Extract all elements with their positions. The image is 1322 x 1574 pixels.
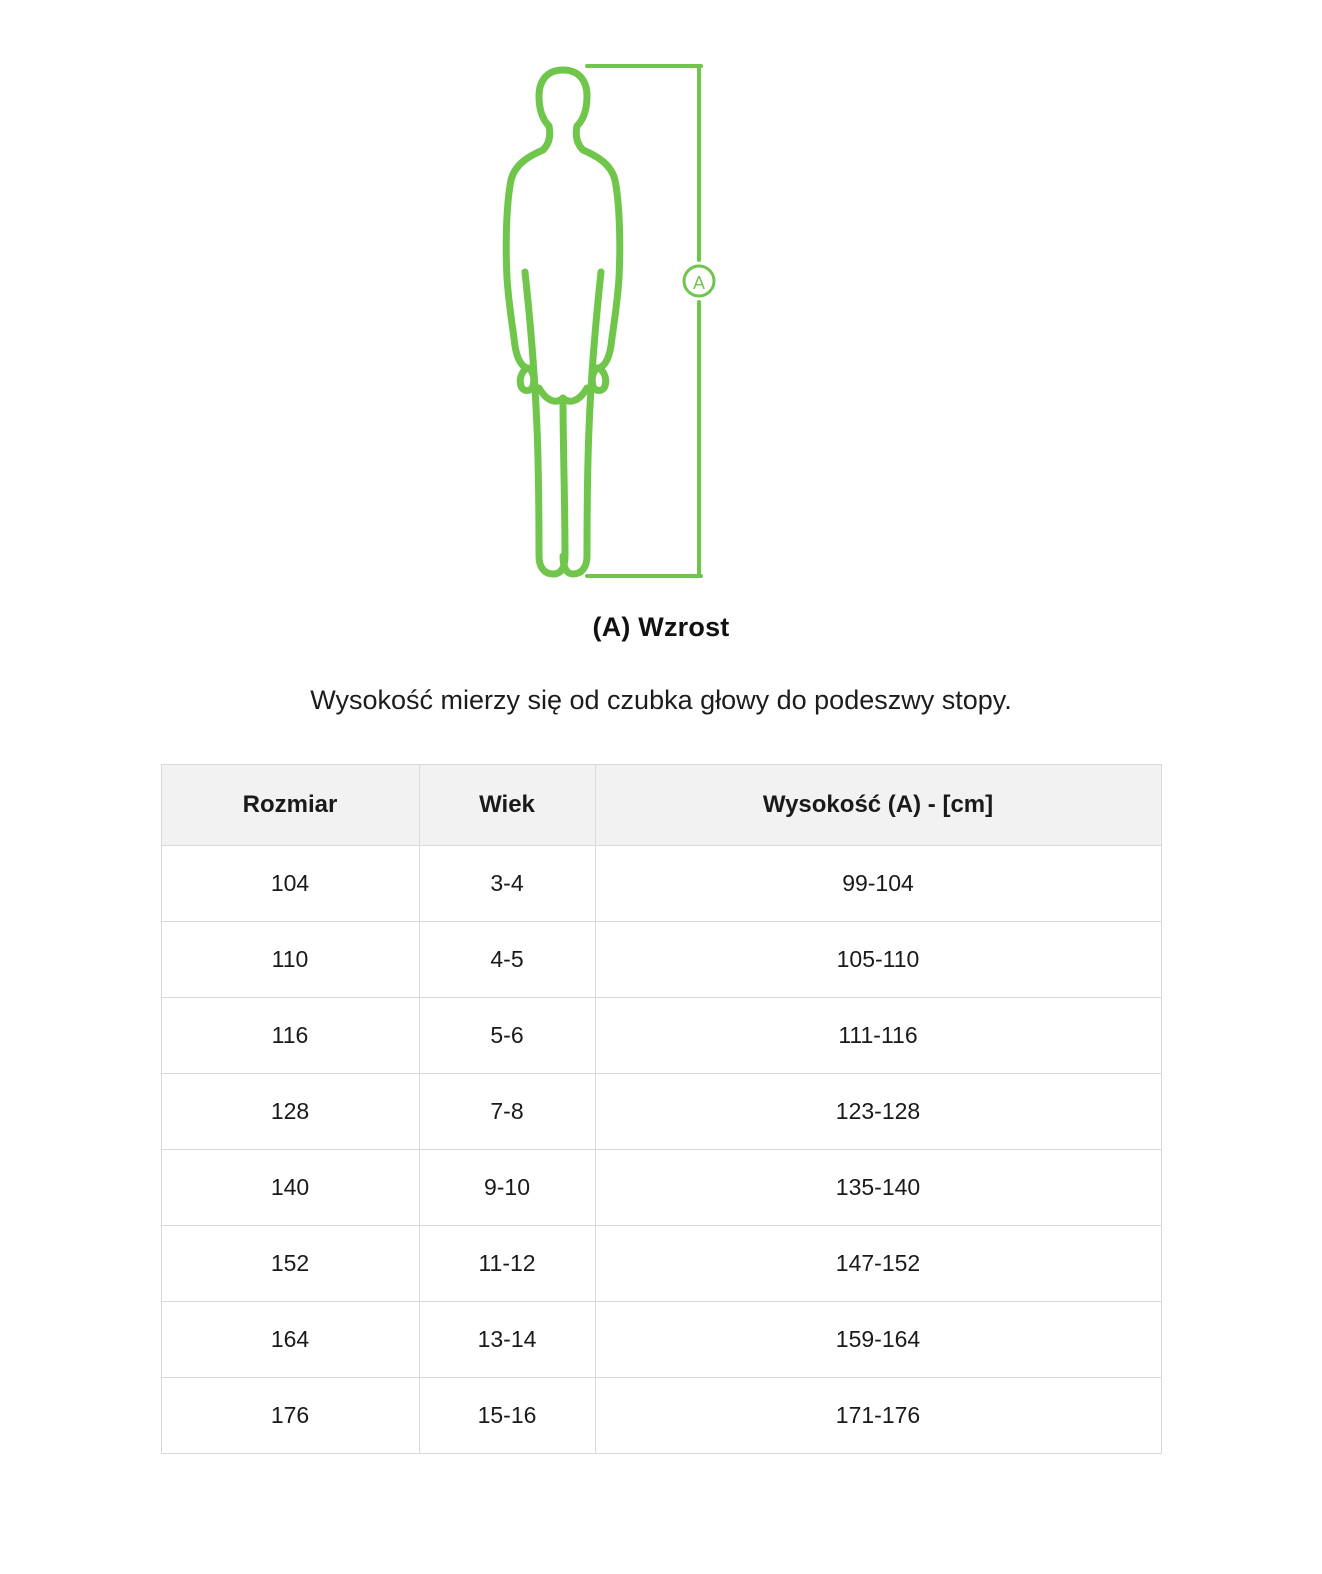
cell-height: 159-164 [595, 1302, 1161, 1378]
cell-size: 164 [161, 1302, 419, 1378]
size-table-body [161, 846, 1161, 1454]
table-header-row [161, 765, 1161, 846]
cell-size: 152 [161, 1226, 419, 1302]
cell-age: 5-6 [419, 998, 595, 1074]
cell-age: 3-4 [419, 846, 595, 922]
cell-age: 7-8 [419, 1074, 595, 1150]
size-table-header [161, 765, 1161, 846]
cell-height: 123-128 [595, 1074, 1161, 1150]
table-row [161, 922, 1161, 998]
size-table [161, 764, 1162, 1454]
table-row [161, 846, 1161, 922]
cell-size: 128 [161, 1074, 419, 1150]
column-header-height: Wysokość (A) - [cm] [595, 765, 1161, 846]
cell-size: 116 [161, 998, 419, 1074]
cell-age: 9-10 [419, 1150, 595, 1226]
figure-caption: (A) Wzrost [592, 612, 730, 642]
cell-size: 110 [161, 922, 419, 998]
table-row [161, 1302, 1161, 1378]
cell-size: 140 [161, 1150, 419, 1226]
table-row [161, 1378, 1161, 1454]
table-row [161, 1074, 1161, 1150]
cell-age: 4-5 [419, 922, 595, 998]
table-row [161, 1226, 1161, 1302]
dimension-marker-label: A [692, 273, 706, 293]
cell-size: 104 [161, 846, 419, 922]
table-row [161, 1150, 1161, 1226]
measurement-description: Wysokość mierzy się od czubka głowy do podeszwy stopy. [310, 685, 1012, 715]
column-header-size: Rozmiar [161, 765, 419, 846]
size-table-wrapper [0, 764, 1322, 1524]
column-header-age: Wiek [419, 765, 595, 846]
cell-height: 111-116 [595, 998, 1161, 1074]
cell-age: 11-12 [419, 1226, 595, 1302]
cell-height: 105-110 [595, 922, 1161, 998]
cell-size: 176 [161, 1378, 419, 1454]
table-row [161, 998, 1161, 1074]
cell-height: 171-176 [595, 1378, 1161, 1454]
cell-height: 147-152 [595, 1226, 1161, 1302]
cell-age: 15-16 [419, 1378, 595, 1454]
child-body-height-diagram-icon [501, 28, 821, 588]
cell-height: 135-140 [595, 1150, 1161, 1226]
body-diagram-figure [0, 0, 1322, 594]
cell-age: 13-14 [419, 1302, 595, 1378]
cell-height: 99-104 [595, 846, 1161, 922]
